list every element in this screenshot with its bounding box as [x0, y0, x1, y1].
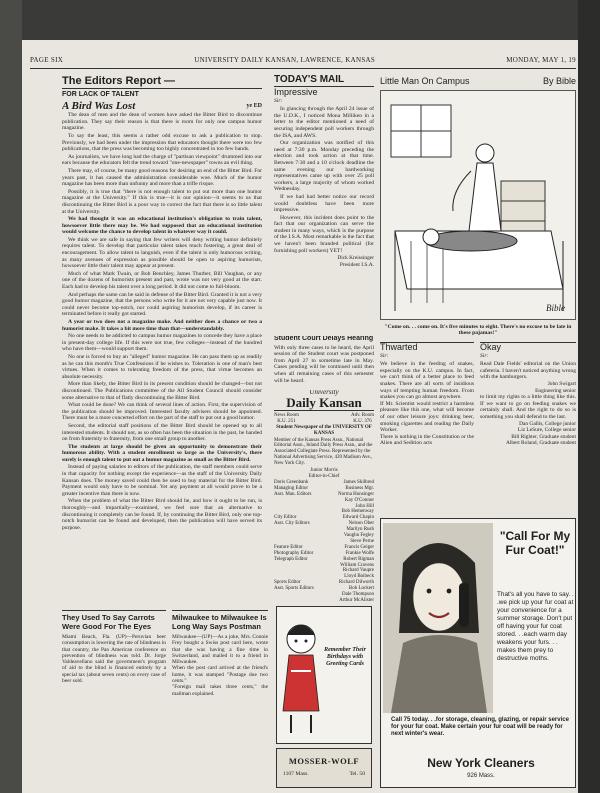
staff-role-person: Richard Vaupre	[342, 568, 374, 574]
editorial-column	[62, 74, 262, 604]
staff-role-title: Asst. Sports Editors	[274, 586, 314, 592]
cartoon-caption: "Come on. . . come on. It's five minutes to eight. There's no excuse to be late in these pajamas!"	[384, 324, 572, 337]
okay-sig2-name: Albert Roland, Graduate student	[505, 440, 576, 447]
milwaukee-paragraph: "Foreign mail takes three cents," the mailman explained.	[172, 684, 268, 697]
editorial-title: A Bird Was Lost	[62, 99, 136, 112]
okay-paragraph: to limit my rights to a little thing like this. If we want to go on feeding snakes we certainly shall. And the right to do so is something you shall defend to the last.	[480, 394, 576, 420]
editorial-paragraph: And perhaps the same can be said in defense of the Bitter Bird. Granted it is not a very good humor magazine, that the persons who write for it are not very capable just now. It could never become top-notch, nor could aspiring humorists develop, if its career is terminated before it really got started.	[62, 291, 262, 318]
staff-role-person: James Skilbred	[343, 479, 374, 485]
editorial-title-row	[62, 99, 262, 112]
staff-role-title: City Editor	[274, 515, 297, 521]
mail-header: TODAY'S MAIL	[274, 74, 374, 87]
editorial-paragraph: When the problem of what the Bitter Bird should be, and how it ought to be run, is thoroughly—and impartially—examined, we feel sure that an alternative to discontinuing it completely can be found. If, by continuing the Bitter Bird, only one top-notch humorist can be found and developed, then the publication will have served its purpose.	[62, 498, 262, 531]
staff-box	[274, 390, 374, 604]
carrots-headline: They Used To Say Carrots Were Good For The Eyes	[62, 613, 155, 631]
mosser-wolf-phone: Tel. 50	[349, 771, 365, 777]
scan-top-shadow	[22, 0, 600, 40]
staff-role-person: Business Mgr.	[345, 485, 374, 491]
staff-role-person: Kay O'Connor	[344, 497, 374, 503]
editorial-paragraph: Second, the editorial staff positions of the Bitter Bird should be opened up to all interested students. It should not, as so often has been the situation in the past, be handed on from fraternity to fraternity, from one small group to another.	[62, 422, 262, 443]
mosser-wolf-address: 1107 Mass.	[283, 771, 309, 777]
ad-call-to-action: Call 75 today. . .for storage, cleaning, glazing, or repair service for your fur coat. Make certain your fur coat will be ready for next winter's wear.	[391, 717, 569, 738]
editorial-paragraph: Instead of paying salaries to editors of the publication, the staff members could serve in that capacity for nothing except the experience—as the staff of the University Daily Kansan does. The money saved could then be used to buy material for the Bitter Bird. Payment would only have to be nominal. Yet any payment at all would prove to be a greater incentive than there is now.	[62, 464, 262, 497]
editorial-paragraph: We think we are safe in saying that few writers will deny writing humor definitely requires talent. To develop that particular talent takes much fostering, a great deal of encouragement. To allow talent to languish, even if the talent is only humorous writing, as many avenues of expression as possible should be open to aspiring humorists, howsoever little their talent may appear at present.	[62, 236, 262, 270]
page-number: PAGE SIX	[30, 56, 64, 64]
editorial-paragraph: There may, of course, be many good reasons for desiring an end of the Bitter Bird. For years past, it has caused the administration considerable woe. Much of the humor magazine has been more than unfunny and more than a trifle risque.	[62, 167, 262, 188]
mosser-wolf-name: MOSSER-WOLF	[288, 756, 360, 766]
staff-role-person: Robert Rigman	[343, 556, 374, 562]
staff-role-person: Richard Dilworth	[338, 580, 374, 586]
staff-role-person: Francis Geiger	[344, 544, 374, 550]
editorial-paragraph: A year or two does not a magazine make. And neither does a chance or two a humorist make. It takes a bit more time than that—understandably.	[62, 319, 262, 332]
staff-role-title: Doris Greenbank	[274, 479, 309, 485]
staff-role-title: Asst. City Editors	[274, 521, 310, 527]
staff-role-person: Steve Perne	[350, 538, 374, 544]
editorial-paragraph: No one is forced to buy an "alleged" humor magazine. He can pass them up as readily as he can this month's True Confessions if he wishes to. Toleration is one of man's best virtues. When it comes to tolerating freedom of the press, that virtue becomes an absolute necessity.	[62, 353, 262, 380]
cartoon-title: Little Man On Campus	[380, 76, 470, 86]
editorial-paragraph: Much of what Mark Twain, or Bob Benchley, James Thurber, Bill Vaughan, or any one of the dozens of humorists present and past, wrote was not very good at the start. Each had to develop his talent over a long period. It did not come to full-bloom.	[62, 270, 262, 291]
greeting-card-text: Remember Their Birthdays with Greeting Cards	[324, 647, 366, 667]
editorial-section-title: The Editors Report —	[62, 74, 262, 89]
masthead	[30, 56, 576, 68]
staff-role-title: Sports Editor	[274, 580, 301, 586]
staff-role-title: Photography Editor	[274, 550, 314, 556]
mail-letter-title: Impressive	[274, 87, 318, 97]
okay-sig2-name: Dan Gallis, College junior	[519, 420, 576, 427]
flag-university: University	[309, 390, 339, 396]
cartoon-header	[380, 76, 576, 88]
editorial-paragraph: What could be done? We can think of several lines of action. First, the supervision of the publication should be improved. Interested faculty advisers should be appointed. There must be a more concerted effort on the part of the staff to put out a good humor.	[62, 402, 262, 422]
staff-role-person: Dale Thompson	[342, 592, 374, 598]
milwaukee-paragraph: When the post card arrived at the friend's home, it was stamped "Postage due two cents."	[172, 665, 268, 685]
scan-binding-edge	[0, 0, 22, 793]
adv-room-ext: K.U. 376	[353, 418, 372, 424]
court-headline: Student Court Delays Hearing	[274, 336, 374, 342]
staff-role-person: Frankie Wolfe	[345, 550, 374, 556]
issue-date: MONDAY, MAY 1, 19	[506, 56, 576, 64]
staff-roles	[274, 480, 374, 604]
editor-name: Junior Morris	[310, 468, 338, 474]
office-phones	[274, 413, 374, 425]
editorial-paragraph: More than likely, the Bitter Bird in its present condition should be changed—but not discontinued. The Publications committee of the All Student Council should consider some alternative to that of flatly discontinuing the Bitter Bird.	[62, 381, 262, 401]
woman-phone-photo	[383, 523, 493, 713]
staff-role-person: Bob Lockert	[348, 586, 374, 592]
court-body: With only three cases to be heard, the April session of the Student court was postponed from April 27 to sometime late in May. Cases pending will be continued until then when all remaining cases of this semester will be heard.	[274, 344, 374, 384]
editorial-paragraph: As journalists, we have long had the charge of "partisan viewpoint" drummed into our ears because the educators felt the trend toward "one-newspaper" towns an evil thing.	[62, 153, 262, 167]
staff-role-person: William Cravens	[340, 562, 374, 568]
scan-right-edge	[578, 0, 600, 793]
mail-paragraph: However, this incident does point to the fact that our organization can serve the student in many ways, which is the purpose of the I.S.A. Most remarkable is the fact that we haven't been branded political (for furnishing poll workers) YET!	[274, 214, 374, 254]
mail-signature-title: President I.S.A.	[339, 261, 374, 268]
okay-paragraph: Read Dale Fields' editorial on the Union cafeteria. I haven't noticed anything wrong with the hamburgers.	[480, 361, 576, 381]
milwaukee-paragraph: Milwaukee—(UP)—As a joke, Mrs. Connie Frey bought a Swiss post card here, wrote that she was having a fine time in Switzerland, and mailed it to a friend in Milwaukee.	[172, 634, 268, 666]
mosser-wolf-contact	[277, 767, 371, 777]
staff-role-person: Lloyd Boibeck	[344, 574, 374, 580]
girl-illustration	[279, 611, 325, 741]
editorial-subhead: FOR LACK OF TALENT	[62, 91, 139, 98]
thwarted-title: Thwarted	[380, 342, 418, 352]
okay-sig1-name: John Swigart	[547, 380, 576, 387]
editorial-paragraph: To say the least, this seems a rather odd excuse to ask a publication to stop. Previously, we had been under the impression that educators thought there were too few publications, that the press was becoming too highly concentrated in too few hands.	[62, 132, 262, 153]
staff-role-title: Managing Editor	[274, 485, 309, 491]
member-note: Member of the Kansas Press Assn., National Editorial Assn., Inland Daily Press Assn., and the Associated Collegiate Press. Represented by the National Advertising Service, 420 Madison Ave., New York City.	[274, 437, 373, 467]
milwaukee-headline: Milwaukee to Milwaukee Is Long Way Says Postman	[172, 613, 267, 631]
editorial-paragraph: The dean of men and the dean of women have asked the Bitter Bird to discontinue publication. They say their reason is that there is room for only one campus humor magazine.	[62, 112, 262, 132]
mosser-wolf-ad	[276, 748, 372, 788]
staff-role-person: Edward Chapin	[342, 515, 374, 521]
staff-role-person: John Hill	[355, 503, 374, 509]
editor-title: Editor-in-Chief	[308, 473, 340, 479]
newspaper-page	[22, 40, 578, 793]
staff-tagline: Student Newspaper of the UNIVERSITY OF KANSAS	[276, 424, 372, 436]
cartoon-signature: Bible	[546, 303, 565, 313]
ad-headline: "Call For My Fur Coat!"	[499, 529, 571, 557]
carrots-story	[62, 610, 166, 790]
okay-sig2-name: Liz LeSure, College senior	[517, 427, 576, 434]
mail-paragraph: Our organization was notified of this need at 7:30 p.m. Monday preceding the election and took action at that time. Between 7:30 and a 10 o'clock deadline the same evening our hardworking representatives came up with over 25 poll workers, a large majority of whom worked Wednesday.	[274, 140, 374, 193]
flag-daily-kansan: Daily Kansan	[274, 396, 374, 411]
mail-salutation: Sir:	[274, 97, 283, 104]
staff-role-person: Bob Hemenway	[341, 509, 374, 515]
thwarted-paragraph: We believe in the feeding of snakes, especially on the K.U. campus. In fact, we can't think of a better place to feed snakes. There are all sorts of insidious ways of tempting human freedom. From snakes you can go almost anywhere.	[380, 361, 474, 401]
ad-body: That's all you have to say. . .we pick up your fur coat at your convenience for a summer storage. Don't put off having your fur coat stored. . .each warm day weakens your furs. . . makes them prey to destructive moths.	[497, 591, 574, 662]
editorial-paragraph: The students at large should be given an opportunity to demonstrate their humorous ability. With a student enrollment so large as the University's, there surely is enough talent to put out a humor magazine as small as the Bitter Bird.	[62, 443, 262, 463]
staff-role-person: Norma Hunsinger	[338, 491, 374, 497]
mail-paragraph: In glancing through the April 24 issue of the U.D.K., I noticed Mona Milliken in a letter to the editor mentioned a need of securing independent poll workers through the ISA, and AWS.	[274, 106, 374, 139]
mail-paragraph: If we had had better notice our record would doubtless have been more impressive.	[274, 193, 374, 214]
ad-business-name: New York Cleaners	[427, 756, 535, 770]
staff-role-title: Telegraph Editor	[274, 556, 308, 562]
greeting-card-ad	[276, 606, 372, 744]
editorial-paragraph: We had thought it was an educational institution's obligation to train talent, howsoever little there may be. We had supposed that an educational institution would welcome the chance to develop talent in whatever way it could.	[62, 216, 262, 236]
editorial-paragraph: Possibly, it is true that "there is not enough talent to put out more than one humor magazine at the University." If this is true—it is our opinion—it seems to us that discontinuing the Bitter Bird is a poor way to correct the fact that there is so little talent at the University.	[62, 188, 262, 215]
carrots-body: Miami Beach, Fla. (UP)—Peruvian beer consumption is lowering the rate of blindness in that country, the Pan American conference on prevention of blindness was told. Dr. Jorge Valdeavellano said the government's program of aid to the blind is financed entirely by a special tax (about seven cents) on every case of beer sold.	[62, 634, 166, 685]
staff-role-person: Arthur McAlister	[339, 598, 374, 603]
staff-role-title: Asst. Man. Editors	[274, 491, 312, 497]
cartoon-drawing	[381, 91, 576, 320]
thwarted-letter	[380, 342, 474, 514]
adv-room-label: Adv. Room	[350, 412, 374, 418]
staff-role-title: Feature Editor	[274, 544, 303, 550]
okay-salutation: Sir:	[480, 352, 489, 359]
okay-letter	[480, 342, 576, 514]
editorial-paragraph: No one needs to be addicted to campus humor magazines to concede they have a place in present-day college life. If this were not true, few colleges—instead of the hundred who have them—would support them.	[62, 333, 262, 353]
staff-role-person: Nelson Ober	[348, 521, 374, 527]
staff-role-person: Marilyn Rush	[346, 527, 374, 533]
staff-role-person: Vaughn Fegley	[343, 533, 374, 539]
thwarted-paragraph: There is nothing in the Constitution or the Alien and Sedition acts	[380, 433, 474, 447]
paper-name: UNIVERSITY DAILY KANSAN, LAWRENCE, KANSAS	[194, 56, 376, 64]
mail-signature-name: Dick Kreissinger	[337, 255, 374, 262]
news-room-label: News Room	[274, 412, 299, 418]
editorial-initials: ye ED	[246, 102, 262, 109]
okay-title: Okay	[480, 342, 502, 352]
okay-sig2-name: Bill Righter, Graduate student	[511, 433, 576, 440]
ad-address: 926 Mass.	[467, 773, 495, 779]
cartoon-panel	[380, 90, 576, 320]
masthead-rule	[30, 68, 576, 69]
thwarted-paragraph: If Mr. Scientist would restrict a harmless pleasure like this one, what will become of our other leisure joys: drinking beer, smoking cigarettes and reading the Daily Worker.	[380, 400, 474, 434]
new-york-cleaners-ad	[380, 518, 576, 788]
milwaukee-story	[172, 610, 268, 790]
cartoon-byline: By Bible	[542, 76, 576, 86]
okay-sig1-title: Engineering senior	[535, 387, 576, 394]
news-room-ext: K.U. 251	[277, 418, 296, 424]
thwarted-salutation: Sir:	[380, 352, 389, 359]
